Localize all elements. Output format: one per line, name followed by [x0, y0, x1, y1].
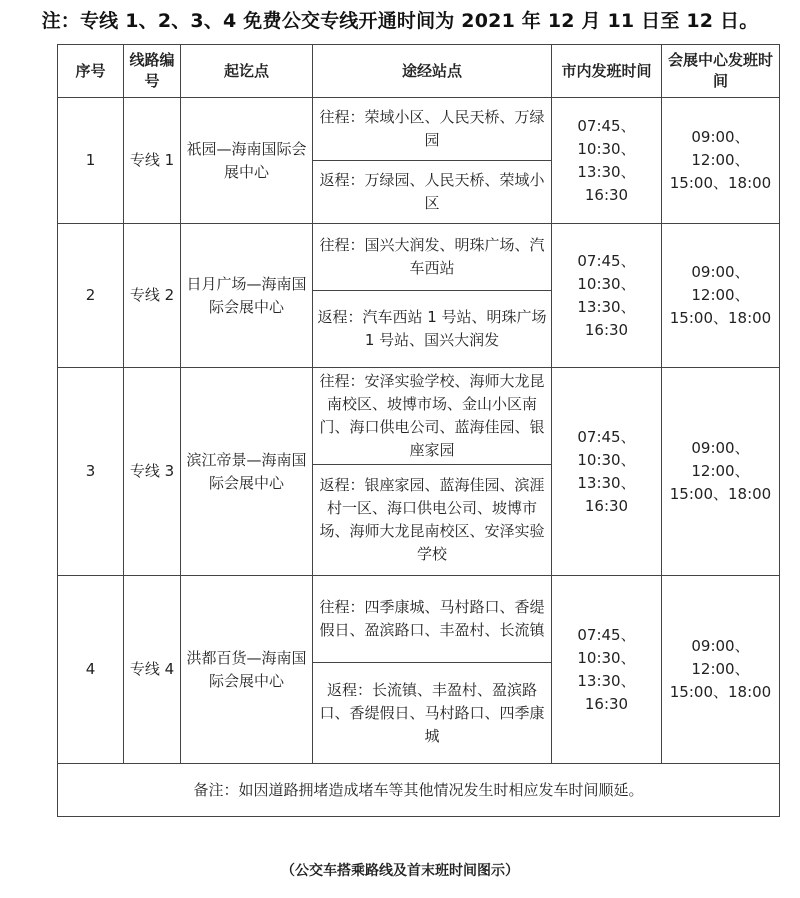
route-city-times: 07:45、10:30、13:30、16:30: [552, 98, 662, 224]
route-start-end: 滨江帝景—海南国际会展中心: [181, 368, 313, 576]
table-row: [58, 98, 780, 161]
route-no: 2: [58, 224, 124, 368]
page-title: 注：专线 1、2、3、4 免费公交专线开通时间为 2021 年 12 月 11 日至 12 日。: [41, 10, 759, 32]
header-city-departure: 市内发班时间: [552, 45, 662, 98]
bus-schedule-table: [57, 44, 780, 817]
header-route-code: 线路编号: [124, 45, 181, 98]
route-outbound-stops: 往程：国兴大润发、明珠广场、汽车西站: [313, 224, 552, 291]
route-inbound-stops: 返程：汽车西站 1 号站、明珠广场 1 号站、国兴大润发: [313, 291, 552, 368]
route-start-end: 日月广场—海南国际会展中心: [181, 224, 313, 368]
route-code: 专线 3: [124, 368, 181, 576]
header-no: 序号: [58, 45, 124, 98]
route-start-end: 祇园—海南国际会展中心: [181, 98, 313, 224]
route-no: 1: [58, 98, 124, 224]
route-city-times: 07:45、10:30、13:30、16:30: [552, 224, 662, 368]
table-row: [58, 576, 780, 663]
table-row: [58, 224, 780, 291]
route-start-end: 洪都百货—海南国际会展中心: [181, 576, 313, 764]
route-city-times: 07:45、10:30、13:30、16:30: [552, 368, 662, 576]
route-no: 3: [58, 368, 124, 576]
route-code: 专线 2: [124, 224, 181, 368]
route-city-times: 07:45、10:30、13:30、16:30: [552, 576, 662, 764]
table-note-row: [58, 764, 780, 817]
figure-caption: （公交车搭乘路线及首末班时间图示）: [281, 863, 519, 879]
route-inbound-stops: 返程：银座家园、蓝海佳园、滨涯村一区、海口供电公司、坡博市场、海师大龙昆南校区、安泽实验学校: [313, 465, 552, 576]
route-center-times: 09:00、12:00、15:00、18:00: [662, 368, 780, 576]
header-start-end: 起讫点: [181, 45, 313, 98]
table-row: [58, 368, 780, 465]
route-outbound-stops: 往程：四季康城、马村路口、香缇假日、盈滨路口、丰盈村、长流镇: [313, 576, 552, 663]
route-no: 4: [58, 576, 124, 764]
header-center-departure: 会展中心发班时间: [662, 45, 780, 98]
route-code: 专线 4: [124, 576, 181, 764]
route-inbound-stops: 返程：长流镇、丰盈村、盈滨路口、香缇假日、马村路口、四季康城: [313, 663, 552, 764]
route-outbound-stops: 往程：安泽实验学校、海师大龙昆南校区、坡博市场、金山小区南门、海口供电公司、蓝海佳园、银座家园: [313, 368, 552, 465]
route-code: 专线 1: [124, 98, 181, 224]
table-header-row: [58, 45, 780, 98]
route-outbound-stops: 往程：荣域小区、人民天桥、万绿园: [313, 98, 552, 161]
route-center-times: 09:00、12:00、15:00、18:00: [662, 576, 780, 764]
header-stops: 途经站点: [313, 45, 552, 98]
note-text: 备注：如因道路拥堵造成堵车等其他情况发生时相应发车时间顺延。: [58, 764, 780, 817]
route-center-times: 09:00、12:00、15:00、18:00: [662, 224, 780, 368]
route-inbound-stops: 返程：万绿园、人民天桥、荣域小区: [313, 161, 552, 224]
route-center-times: 09:00、12:00、15:00、18:00: [662, 98, 780, 224]
